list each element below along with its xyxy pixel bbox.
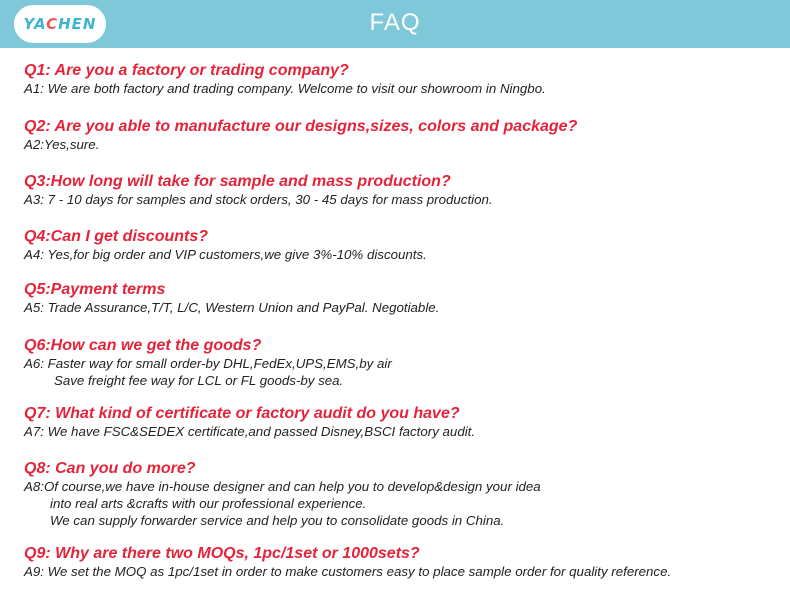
faq-answer: A4: Yes,for big order and VIP customers,we give 3%-10% discounts.: [24, 247, 427, 262]
faq-answer: A8:Of course,we have in-house designer and can help you to develop&design your idea: [24, 479, 541, 494]
faq-answer: A1: We are both factory and trading company. Welcome to visit our showroom in Ningbo.: [24, 81, 546, 96]
faq-answer-continued: into real arts &crafts with our professional experience.: [50, 496, 367, 511]
faq-item-4: [24, 227, 774, 280]
faq-question: Q2: Are you able to manufacture our designs,sizes, colors and package?: [24, 118, 578, 135]
faq-answer: A2:Yes,sure.: [24, 137, 100, 152]
faq-question: Q5:Payment terms: [24, 281, 166, 298]
faq-answer: A7: We have FSC&SEDEX certificate,and passed Disney,BSCI factory audit.: [24, 424, 476, 439]
faq-answer: A5: Trade Assurance,T/T, L/C, Western Union and PayPal. Negotiable.: [24, 300, 440, 315]
faq-item-3: [24, 172, 774, 227]
faq-item-7: [24, 404, 774, 459]
faq-question: Q4:Can I get discounts?: [24, 228, 209, 245]
logo-text: YACHEN: [23, 15, 97, 33]
faq-list: [24, 61, 774, 580]
faq-item-9: [24, 544, 774, 580]
faq-answer-continued: We can supply forwarder service and help you to consolidate goods in China.: [50, 513, 505, 528]
faq-question: Q1: Are you a factory or trading company?: [24, 62, 349, 79]
faq-answer: A6: Faster way for small order-by DHL,FedEx,UPS,EMS,by air: [24, 356, 392, 371]
faq-question: Q7: What kind of certificate or factory audit do you have?: [24, 405, 460, 422]
faq-question: Q6:How can we get the goods?: [24, 337, 262, 354]
page-title: FAQ: [369, 9, 421, 36]
faq-answer: A3: 7 - 10 days for samples and stock orders, 30 - 45 days for mass production.: [24, 192, 493, 207]
faq-item-5: [24, 280, 774, 336]
faq-question: Q9: Why are there two MOQs, 1pc/1set or 1000sets?: [24, 545, 420, 562]
faq-answer: A9: We set the MOQ as 1pc/1set in order to make customers easy to place sample order for quality reference.: [24, 564, 672, 579]
faq-question: Q8: Can you do more?: [24, 460, 196, 477]
faq-question: Q3:How long will take for sample and mass production?: [24, 173, 451, 190]
faq-item-2: [24, 117, 774, 172]
faq-answer-continued: Save freight fee way for LCL or FL goods-by sea.: [54, 373, 344, 388]
faq-item-1: [24, 61, 774, 117]
faq-item-8: [24, 459, 774, 544]
faq-item-6: [24, 336, 774, 404]
header-banner: [0, 0, 790, 48]
